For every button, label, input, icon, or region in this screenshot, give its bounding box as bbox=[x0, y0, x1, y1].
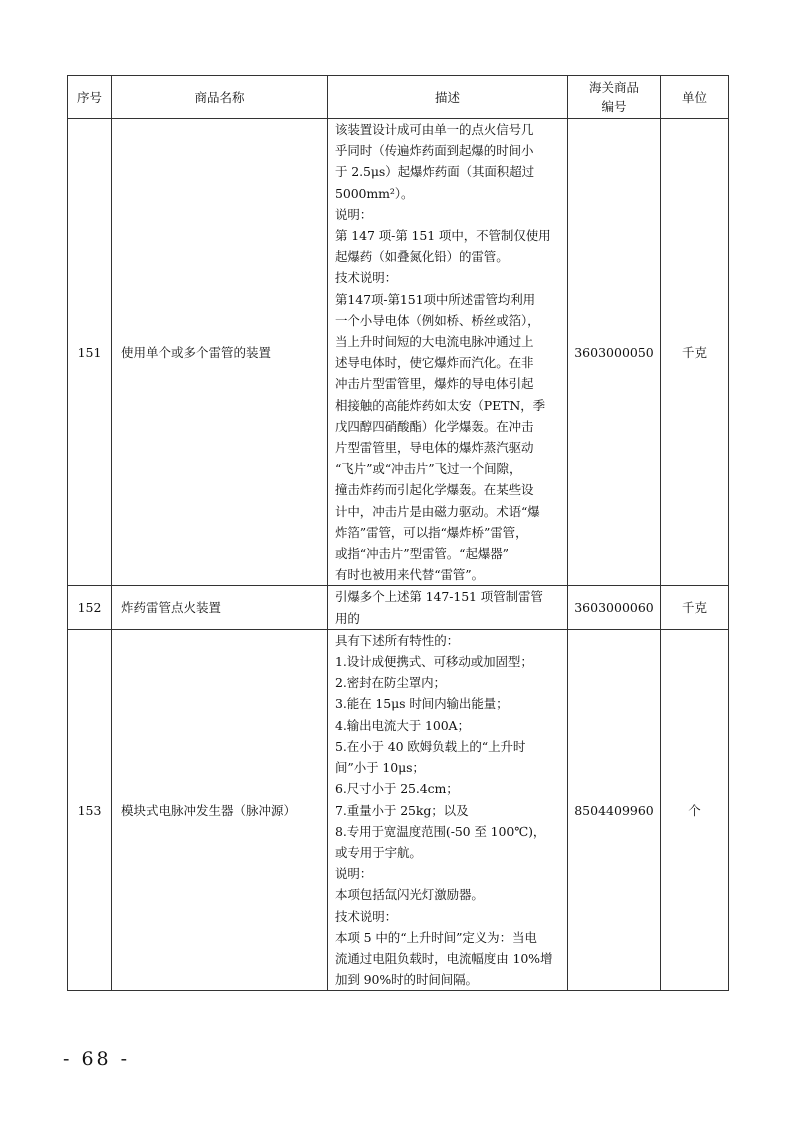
row-index: 151 bbox=[68, 119, 112, 586]
description-line: 8.专用于宽温度范围(-50 至 100℃)， bbox=[335, 823, 546, 839]
description-line: 或指“冲击片”型雷管。“起爆器” bbox=[335, 546, 509, 562]
row-unit: 千克 bbox=[661, 586, 729, 629]
row-index: 153 bbox=[68, 629, 112, 990]
description-line: 流通过电阻负载时，电流幅度由 10%增 bbox=[335, 950, 553, 966]
description-line: 引爆多个上述第 147-151 项管制雷管 bbox=[335, 589, 543, 605]
description-line: 4.输出电流大于 100A； bbox=[335, 717, 470, 733]
description-line: 7.重量小于 25kg；以及 bbox=[335, 802, 469, 818]
row-description bbox=[328, 119, 568, 586]
description-line: “飞片”或“冲击片”飞过一个间隙， bbox=[335, 461, 522, 477]
description-line: 5000mm²）。 bbox=[335, 185, 414, 201]
description-line: 片型雷管里，导电体的爆炸蒸汽驱动 bbox=[335, 440, 534, 456]
row-index: 152 bbox=[68, 586, 112, 629]
table-row bbox=[68, 629, 729, 990]
description-line: 或专用于宇航。 bbox=[335, 844, 422, 860]
row-product-name: 炸药雷管点火装置 bbox=[112, 586, 328, 629]
page-number: - 68 - bbox=[63, 1048, 131, 1070]
description-line: 用的 bbox=[335, 610, 360, 626]
description-line: 本项 5 中的“上升时间”定义为：当电 bbox=[335, 929, 537, 945]
table-row bbox=[68, 119, 729, 586]
table-body bbox=[68, 119, 729, 991]
description-line: 有时也被用来代替“雷管”。 bbox=[335, 567, 484, 583]
description-line: 技术说明： bbox=[335, 270, 398, 286]
description-line: 第147项-第151项中所述雷管均利用 bbox=[335, 291, 536, 307]
table-row bbox=[68, 586, 729, 629]
header-hs-code bbox=[568, 76, 661, 119]
row-description bbox=[328, 629, 568, 990]
row-unit: 个 bbox=[661, 629, 729, 990]
row-hs-code: 8504409960 bbox=[568, 629, 661, 990]
description-line: 第 147 项-第 151 项中，不管制仅使用 bbox=[335, 228, 551, 244]
description-line: 撞击炸药而引起化学爆轰。在某些设 bbox=[335, 482, 534, 498]
description-line: 该装置设计成可由单一的点火信号几 bbox=[335, 122, 534, 137]
row-unit: 千克 bbox=[661, 119, 729, 586]
description-line: 本项包括氙闪光灯激励器。 bbox=[335, 887, 484, 903]
description-line: 乎同时（传遍炸药面到起爆的时间小 bbox=[335, 143, 534, 159]
description-line: 冲击片型雷管里，爆炸的导电体引起 bbox=[335, 376, 534, 392]
description-line: 炸箔”雷管，可以指“爆炸桥”雷管， bbox=[335, 524, 528, 540]
description-line: 6.尺寸小于 25.4cm； bbox=[335, 781, 459, 797]
description-line: 5.在小于 40 欧姆负载上的“上升时 bbox=[335, 738, 526, 754]
header-hs-code-line-1: 海关商品 bbox=[588, 80, 639, 95]
description-line: 戊四醇四硝酸酯）化学爆轰。在冲击 bbox=[335, 418, 534, 434]
description-line: 当上升时间短的大电流电脉冲通过上 bbox=[335, 334, 534, 350]
goods-table bbox=[67, 75, 729, 991]
row-hs-code: 3603000050 bbox=[568, 119, 661, 586]
description-line: 计中，冲击片是由磁力驱动。术语“爆 bbox=[335, 503, 540, 519]
description-line: 起爆药（如叠氮化铅）的雷管。 bbox=[335, 249, 509, 265]
header-hs-code-line-2: 编号 bbox=[601, 99, 627, 114]
row-description bbox=[328, 586, 568, 629]
description-line: 间”小于 10μs； bbox=[335, 760, 425, 776]
description-line: 说明： bbox=[335, 866, 373, 882]
row-product-name: 使用单个或多个雷管的装置 bbox=[112, 119, 328, 586]
description-line: 述导电体时，使它爆炸而汽化。在非 bbox=[335, 355, 534, 371]
row-product-name: 模块式电脉冲发生器（脉冲源） bbox=[112, 629, 328, 990]
header-index: 序号 bbox=[68, 76, 112, 119]
description-line: 具有下述所有特性的： bbox=[335, 632, 460, 648]
row-hs-code: 3603000060 bbox=[568, 586, 661, 629]
description-line: 2.密封在防尘罩内； bbox=[335, 675, 446, 691]
description-line: 3.能在 15μs 时间内输出能量； bbox=[335, 696, 509, 712]
description-line: 于 2.5μs）起爆炸药面（其面积超过 bbox=[335, 164, 534, 180]
description-line: 一个小导电体（例如桥、桥丝或箔）， bbox=[335, 312, 540, 328]
header-unit: 单位 bbox=[661, 76, 729, 119]
description-line: 技术说明： bbox=[335, 908, 398, 924]
description-line: 1.设计成便携式、可移动或加固型； bbox=[335, 654, 533, 670]
header-name: 商品名称 bbox=[112, 76, 328, 119]
description-line: 相接触的高能炸药如太安（PETN，季 bbox=[335, 397, 546, 413]
description-line: 加到 90%时的时间间隔。 bbox=[335, 972, 478, 988]
header-description: 描述 bbox=[328, 76, 568, 119]
description-line: 说明： bbox=[335, 206, 373, 222]
header-row bbox=[68, 76, 729, 119]
